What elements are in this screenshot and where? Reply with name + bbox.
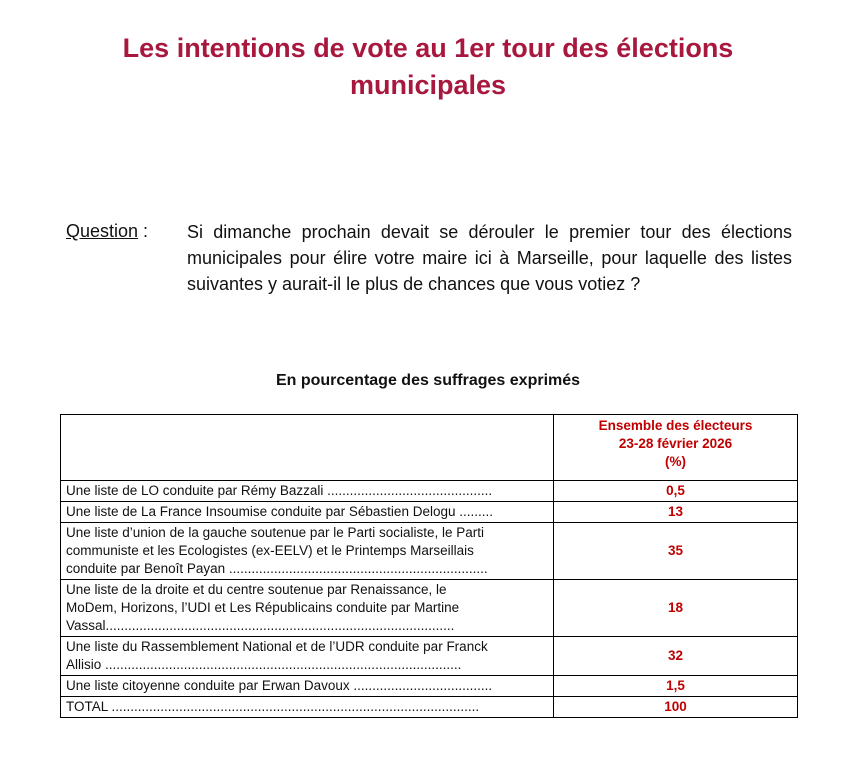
list-label-cell (61, 676, 554, 697)
list-label-line: MoDem, Horizons, l’UDI et Les Républicains conduite par Martine (66, 600, 460, 615)
header-value-cell (554, 415, 798, 481)
list-label-cell (61, 502, 554, 523)
table-row (61, 676, 798, 697)
list-label-cell (61, 637, 554, 676)
list-label-cell (61, 580, 554, 637)
table-subtitle: En pourcentage des suffrages exprimés (275, 372, 581, 389)
header-line-3: (%) (665, 454, 686, 469)
list-label-line: Une liste d’union de la gauche soutenue par le Parti socialiste, le Parti (66, 525, 484, 540)
list-label-line: communiste et les Ecologistes (ex-EELV) et le Printemps Marseillais (66, 543, 474, 558)
page-title (0, 30, 856, 104)
title-line-2: municipales (349, 70, 507, 100)
vote-percentage: 18 (554, 580, 798, 637)
header-line-1: Ensemble des électeurs (598, 418, 753, 433)
table-row (61, 481, 798, 502)
table-row (61, 637, 798, 676)
list-label-cell (61, 697, 554, 718)
list-label-line: TOTAL .................................................................................................. (66, 699, 480, 714)
header-empty-cell (61, 415, 554, 481)
list-label-line: Vassal............................................................................................. (66, 618, 455, 633)
list-label-cell (61, 523, 554, 580)
vote-percentage: 1,5 (554, 676, 798, 697)
list-label-line: Une liste de LO conduite par Rémy Bazzali ............................................ (66, 483, 493, 498)
table-row (61, 580, 798, 637)
list-label-line: Une liste citoyenne conduite par Erwan Davoux ..................................... (66, 678, 493, 693)
table-row (61, 697, 798, 718)
list-label-line: Allisio ............................................................................................... (66, 657, 462, 672)
vote-percentage: 13 (554, 502, 798, 523)
title-line-1: Les intentions de vote au 1er tour des élections (122, 33, 734, 63)
question-label-separator: : (138, 221, 149, 241)
table-row (61, 502, 798, 523)
list-label-line: Une liste de La France Insoumise conduite par Sébastien Delogu ......... (66, 504, 493, 519)
vote-percentage: 100 (554, 697, 798, 718)
list-label-cell (61, 481, 554, 502)
results-table (60, 414, 798, 718)
question-label-text: Question (66, 221, 139, 241)
header-line-2: 23-28 février 2026 (618, 436, 733, 451)
list-label-line: Une liste du Rassemblement National et de l’UDR conduite par Franck (66, 639, 488, 654)
table-row (61, 523, 798, 580)
list-label-line: conduite par Benoît Payan ..................................................................... (66, 561, 488, 576)
vote-percentage: 35 (554, 523, 798, 580)
vote-percentage: 32 (554, 637, 798, 676)
question-label (66, 219, 148, 244)
vote-percentage: 0,5 (554, 481, 798, 502)
table-header-row (61, 415, 798, 481)
list-label-line: Une liste de la droite et du centre soutenue par Renaissance, le (66, 582, 447, 597)
question-text: Si dimanche prochain devait se dérouler le premier tour des élections municipales pour élire votre maire ici à Marseille, pour laquelle des listes suivantes y aurait-il le plus de chances que vous votiez ? (187, 222, 792, 294)
